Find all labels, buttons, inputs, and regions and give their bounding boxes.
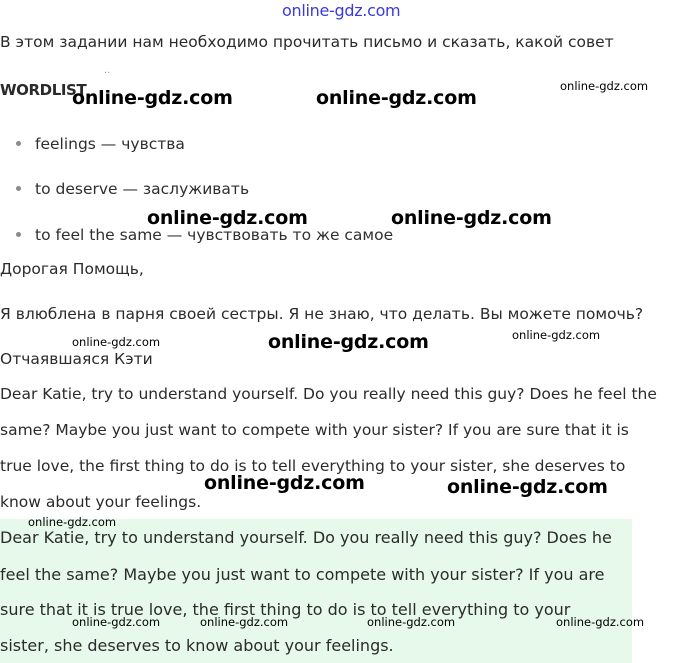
wordlist-item <box>16 180 249 198</box>
bullet-icon <box>16 141 21 146</box>
watermark: online-gdz.com <box>512 328 601 342</box>
wordlist-item-text: to feel the same — чувствовать то же самое <box>35 226 394 244</box>
watermark: online-gdz.com <box>204 472 365 494</box>
watermark: online-gdz.com <box>147 207 308 229</box>
watermark: online-gdz.com <box>391 207 552 229</box>
bullet-icon <box>16 186 21 191</box>
reply-line: Dear Katie, try to understand yourself. Do you really need this guy? Does he feel the <box>0 385 657 403</box>
watermark: online-gdz.com <box>72 335 161 349</box>
reply-line: same? Maybe you just want to compete with your sister? If you are sure that it is <box>0 421 629 439</box>
watermark: online-gdz.com <box>556 615 645 629</box>
watermark: online-gdz.com <box>560 79 649 93</box>
answer-line: sister, she deserves to know about your feelings. <box>0 636 394 655</box>
letter-body: Я влюблена в парня своей сестры. Я не знаю, что делать. Вы можете помочь? <box>0 305 644 323</box>
answer-line: Dear Katie, try to understand yourself. Do you really need this guy? Does he <box>0 528 612 547</box>
watermark: online-gdz.com <box>367 615 456 629</box>
watermark: online-gdz.com <box>447 476 608 498</box>
watermark: online-gdz.com <box>200 615 289 629</box>
wordlist-item <box>16 135 185 153</box>
watermark: online-gdz.com <box>72 615 161 629</box>
header-watermark: online-gdz.com <box>282 1 401 20</box>
watermark: online-gdz.com <box>28 515 117 529</box>
wordlist-item-text: to deserve — заслуживать <box>35 180 250 198</box>
cut-text-fragment: ·· <box>104 68 111 79</box>
reply-line: true love, the first thing to do is to tell everything to your sister, she deserves to <box>0 457 626 475</box>
letter-greeting: Дорогая Помощь, <box>0 260 144 278</box>
wordlist-title: WORDLIST <box>0 81 87 99</box>
reply-line: know about your feelings. <box>0 493 202 511</box>
watermark: online-gdz.com <box>72 87 233 109</box>
intro-text: В этом задании нам необходимо прочитать письмо и сказать, какой совет <box>0 33 614 51</box>
answer-line: feel the same? Maybe you just want to compete with your sister? If you are <box>0 565 605 584</box>
watermark: online-gdz.com <box>316 87 477 109</box>
watermark: online-gdz.com <box>268 331 429 353</box>
bullet-icon <box>16 232 21 237</box>
answer-line: sure that it is true love, the first thing to do is to tell everything to your <box>0 600 571 619</box>
letter-signature: Отчаявшаяся Кэти <box>0 350 153 368</box>
wordlist-item-text: feelings — чувства <box>35 135 185 153</box>
